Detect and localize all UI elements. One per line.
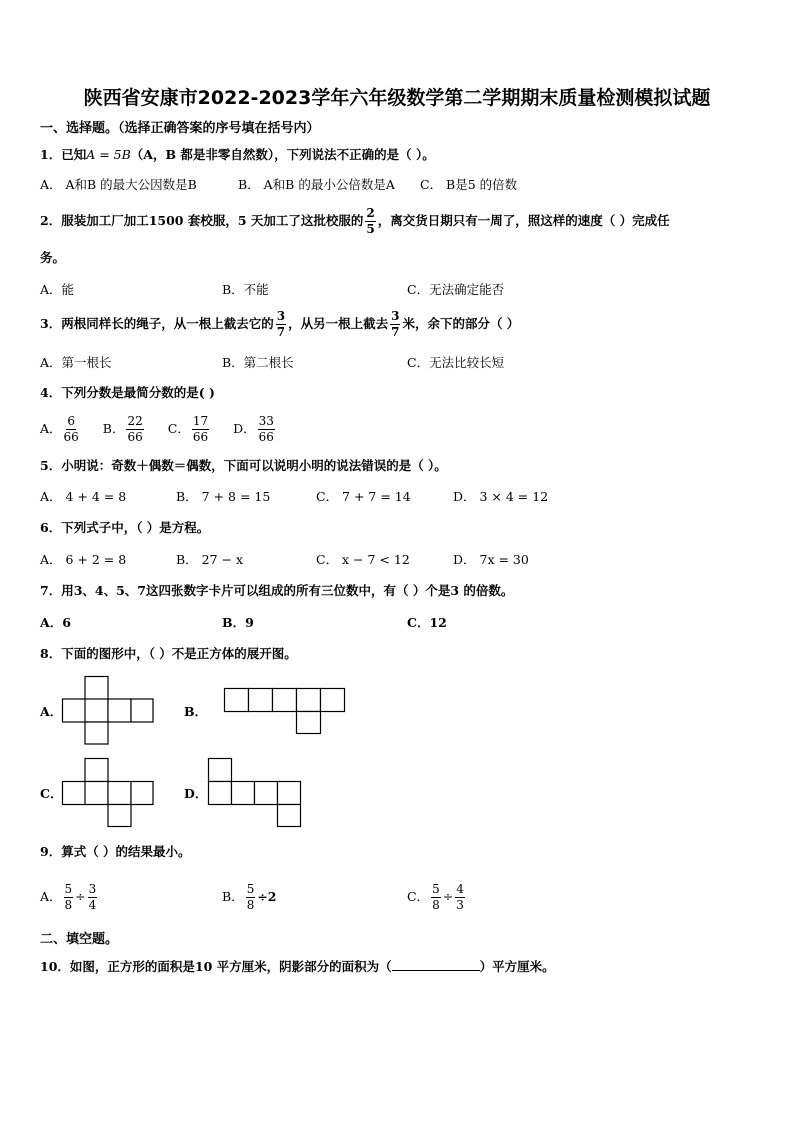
q9-a-label: A． — [40, 889, 62, 904]
q10-prefix: 10．如图，正方形的面积是10 平方厘米，阴影部分的面积为（ — [40, 959, 392, 974]
q4-d-num: 33 — [258, 414, 274, 428]
q3-fraction-2 — [390, 310, 400, 339]
q3-f2-den: 7 — [391, 325, 400, 339]
q9-c-d1: 8 — [432, 898, 440, 912]
question-5-stem: 5．小明说：奇数＋偶数＝偶数，下面可以说明小明的说法错误的是（ ）。 — [40, 458, 447, 473]
q1-prefix: 1．已知 — [40, 147, 87, 162]
question-6-stem: 6．下列式子中，（ ）是方程。 — [40, 520, 210, 535]
question-3-stem — [40, 309, 519, 339]
section-heading-choice: 一、选择题。（选择正确答案的序号填在括号内） — [40, 121, 320, 136]
q8-option-c-label: C． — [40, 786, 63, 801]
q8-option-d-label: D． — [184, 786, 208, 801]
q9-a-n2: 3 — [88, 882, 97, 896]
q9-c-frac-2 — [455, 883, 465, 912]
q9-b-frac-1 — [246, 883, 256, 912]
q5-option-a: A． 4 + 4 = 8 — [40, 489, 127, 504]
q8-option-b-label: B． — [184, 704, 208, 719]
q3-prefix: 3．两根同样长的绳子，从一根上截去它的 — [40, 316, 274, 331]
question-1-stem — [40, 147, 435, 163]
question-8-stem: 8．下面的图形中，（ ）不是正方体的展开图。 — [40, 646, 297, 661]
q6-option-d: D． 7x = 30 — [453, 552, 529, 567]
q2-continuation: 务。 — [40, 250, 66, 265]
question-7-stem: 7．用3、4、5、7这四张数字卡片可以组成的所有三位数中，有（ ）个是3 的倍数。 — [40, 583, 514, 598]
q4-a-fraction — [64, 415, 79, 444]
q3-f1-num: 3 — [276, 309, 286, 323]
q8-net-d — [208, 758, 302, 828]
question-4-stem: 4．下列分数是最简分数的是( ) — [40, 385, 215, 400]
q4-c-den: 66 — [192, 430, 209, 444]
q9-option-b — [222, 880, 277, 914]
question-10-stem — [40, 958, 555, 975]
q2-fraction — [365, 207, 375, 236]
q4-c-fraction — [192, 415, 209, 444]
q5-option-c: C． 7 + 7 = 14 — [316, 489, 411, 504]
q9-a-frac-2 — [88, 883, 98, 912]
q9-c-operator: ÷ — [442, 889, 454, 904]
q3-mid: ，从另一根上截去 — [288, 316, 389, 331]
q9-b-d1: 8 — [246, 898, 255, 912]
q3-option-b: B．第二根长 — [222, 355, 294, 370]
q2-option-c: C．无法确定能否 — [407, 282, 505, 297]
q9-c-frac-1 — [431, 883, 441, 912]
q9-c-d2: 3 — [456, 898, 464, 912]
q8-net-a — [62, 676, 154, 745]
q3-option-a: A．第一根长 — [40, 355, 112, 370]
q4-a-num: 6 — [67, 414, 75, 428]
q9-a-n1: 5 — [64, 882, 73, 896]
q4-options — [40, 413, 277, 445]
q7-option-a: A．6 — [40, 615, 71, 630]
q1-rest: （A，B 都是非零自然数），下列说法不正确的是（ ）。 — [130, 147, 435, 162]
q10-rest: ）平方厘米。 — [479, 959, 555, 974]
q9-b-operator: ÷2 — [257, 889, 277, 904]
q3-fraction-1 — [276, 310, 286, 339]
q3-option-c: C．无法比较长短 — [407, 355, 505, 370]
q3-f1-den: 7 — [276, 325, 286, 339]
q8-net-b — [224, 688, 346, 735]
question-2-stem — [40, 206, 670, 236]
q4-b-num: 22 — [127, 414, 143, 428]
question-9-stem: 9．算式（ ）的结果最小。 — [40, 844, 191, 859]
section-heading-fill: 二、填空题。 — [40, 932, 119, 947]
q4-c-label: C． — [167, 421, 190, 436]
q2-option-a: A．能 — [40, 282, 75, 297]
q9-b-n1: 5 — [246, 882, 255, 896]
q8-option-a-label: A． — [40, 704, 63, 719]
q9-option-c — [407, 880, 467, 914]
q6-option-c: C． x − 7 < 12 — [316, 552, 410, 567]
q3-rest: 米，余下的部分（ ） — [402, 316, 520, 331]
q4-d-fraction — [258, 415, 275, 444]
q2-frac-den: 5 — [366, 222, 375, 236]
q5-option-d: D． 3 × 4 = 12 — [453, 489, 549, 504]
q3-f2-num: 3 — [391, 309, 400, 323]
q7-option-c: C．12 — [407, 615, 447, 630]
q2-option-b: B．不能 — [222, 282, 269, 297]
q2-rest: ，离交货日期只有一周了，照这样的速度（ ）完成任 — [377, 213, 670, 228]
q4-b-label: B． — [102, 421, 125, 436]
q9-a-d2: 4 — [88, 898, 97, 912]
q9-a-frac-1 — [64, 883, 74, 912]
q1-equation: A = 5B — [86, 147, 131, 162]
q7-option-b: B．9 — [222, 615, 254, 630]
q2-prefix: 2．服装加工厂加工1500 套校服，5 天加工了这批校服的 — [40, 213, 364, 228]
q9-a-operator: ÷ — [75, 889, 86, 904]
q6-option-a: A． 6 + 2 = 8 — [40, 552, 127, 567]
q5-option-b: B． 7 + 8 = 15 — [176, 489, 271, 504]
q8-net-c — [62, 758, 154, 828]
q9-a-d1: 8 — [64, 898, 73, 912]
q2-frac-num: 2 — [366, 206, 375, 220]
q1-option-c: C． B是5 的倍数 — [420, 177, 518, 192]
q9-c-n1: 5 — [432, 882, 440, 896]
q9-b-label: B． — [222, 889, 244, 904]
q4-c-num: 17 — [192, 414, 209, 428]
q4-b-fraction — [126, 415, 143, 444]
q4-a-den: 66 — [63, 430, 79, 444]
q4-d-den: 66 — [258, 430, 274, 444]
q9-c-n2: 4 — [456, 882, 464, 896]
q6-option-b: B． 27 − x — [176, 552, 244, 567]
q4-a-label: A． — [40, 421, 62, 436]
q4-b-den: 66 — [127, 430, 143, 444]
q9-option-a — [40, 880, 99, 914]
q9-c-label: C． — [407, 889, 430, 904]
page-title: 陕西省安康市2022-2023学年六年级数学第二学期期末质量检测模拟试题 — [83, 87, 711, 109]
q10-answer-blank[interactable] — [392, 958, 480, 971]
q1-option-b: B． A和B 的最小公倍数是A — [238, 177, 395, 192]
q1-option-a: A． A和B 的最大公因数是B — [40, 177, 197, 192]
q4-d-label: D． — [233, 421, 256, 436]
